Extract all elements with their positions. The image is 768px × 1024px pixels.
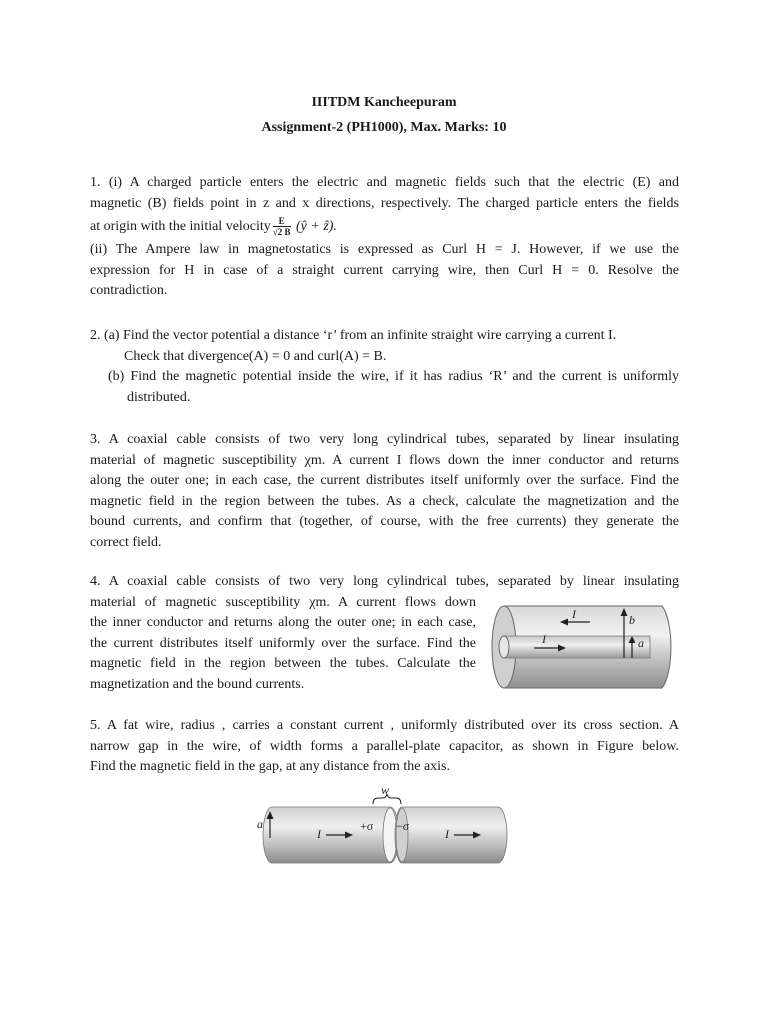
q3-line-5: bound currents, and confirm that (together, of course, with the free currents) they generate the [90, 514, 679, 529]
institute-title: IIITDM Kancheepuram [311, 95, 457, 110]
wire-gap-capacitor-figure [250, 780, 515, 868]
gap-width-label: w [381, 783, 390, 797]
q1-velocity-vector: (ŷ + ẑ). [296, 219, 337, 234]
q2-line-3: (b) Find the magnetic potential inside the wire, if it has radius ‘R’ and the current is uniformly [108, 369, 679, 384]
q4-line-2: material of magnetic susceptibility χm. A current flows down [90, 594, 476, 610]
q1-line-5: expression for H in case of a straight current carrying wire, then Curl H = 0. Resolve the [90, 262, 679, 278]
minus-sigma-label: −σ [396, 819, 410, 833]
q5-line-3: Find the magnetic field in the gap, at any distance from the axis. [90, 759, 451, 774]
q4-line-3: the inner conductor and returns along the outer one; in each case, [90, 615, 476, 630]
right-current-label: I [445, 827, 449, 841]
q5-line-1: 5. A fat wire, radius , carries a constant current , uniformly distributed over its cross section. A [90, 718, 679, 733]
question-3 [90, 430, 679, 553]
question-2 [90, 326, 679, 408]
radius-a-label: a [638, 636, 644, 650]
q4-line-4: the current distributes itself uniformly over the surface. Find the [90, 635, 476, 651]
plus-sigma-label: +σ [360, 819, 374, 833]
fraction-denominator: √2 B [272, 227, 291, 238]
q3-line-3: along the outer one; in each case, the current distributes itself uniformly over the surface. Find the [90, 473, 679, 488]
radius-a-label: a [257, 817, 263, 831]
coaxial-cable-figure [490, 596, 680, 694]
q1-line-3 [90, 214, 679, 240]
q1-line-4: (ii) The Ampere law in magnetostatics is expressed as Curl H = J. However, if we use the [90, 242, 679, 257]
q1-line-6: contradiction. [90, 283, 168, 298]
q1-line-3-text: at origin with the initial velocity [90, 219, 271, 234]
q3-line-6: correct field. [90, 534, 162, 550]
q1-line-1: 1. (i) A charged particle enters the electric and magnetic fields such that the electric (E) and [90, 175, 679, 190]
q2-line-1: 2. (a) Find the vector potential a distance ‘r’ from an infinite straight wire carrying a current I. [90, 328, 617, 343]
q4-line-5: magnetic field in the region between the tubes. Calculate the [90, 656, 476, 671]
question-1 [90, 173, 679, 302]
q1-line-2: magnetic (B) fields point in z and x directions, respectively. The charged particle enters the fields [90, 195, 679, 211]
radius-b-label: b [629, 613, 635, 627]
outer-current-label: I [572, 607, 576, 621]
right-wire-face [396, 808, 408, 862]
inner-current-label: I [542, 632, 546, 646]
inner-tube-end [499, 636, 509, 658]
assignment-subtitle: Assignment-2 (PH1000), Max. Marks: 10 [261, 120, 507, 135]
velocity-fraction [273, 216, 291, 237]
inner-tube [504, 636, 650, 658]
q4-line-1: 4. A coaxial cable consists of two very long cylindrical tubes, separated by linear insulating [90, 574, 679, 589]
q3-line-1: 3. A coaxial cable consists of two very long cylindrical tubes, separated by linear insulating [90, 432, 679, 447]
gap-width-brace [373, 794, 401, 804]
q4-line-6: magnetization and the bound currents. [90, 676, 305, 692]
q3-line-2: material of magnetic susceptibility χm. A current I flows down the inner conductor and returns [90, 452, 679, 468]
left-current-label: I [317, 827, 321, 841]
q2-line-2: Check that divergence(A) = 0 and curl(A) = B. [124, 348, 387, 364]
question-5 [90, 716, 679, 778]
q3-line-4: magnetic field in the region between the tubes. As a check, calculate the magnetization and the [90, 493, 679, 509]
q2-line-4: distributed. [127, 389, 191, 405]
fraction-numerator: E [273, 216, 291, 227]
q5-line-2: narrow gap in the wire, of width forms a parallel-plate capacitor, as shown in Figure below. [90, 738, 679, 754]
right-wire-segment [395, 807, 507, 863]
